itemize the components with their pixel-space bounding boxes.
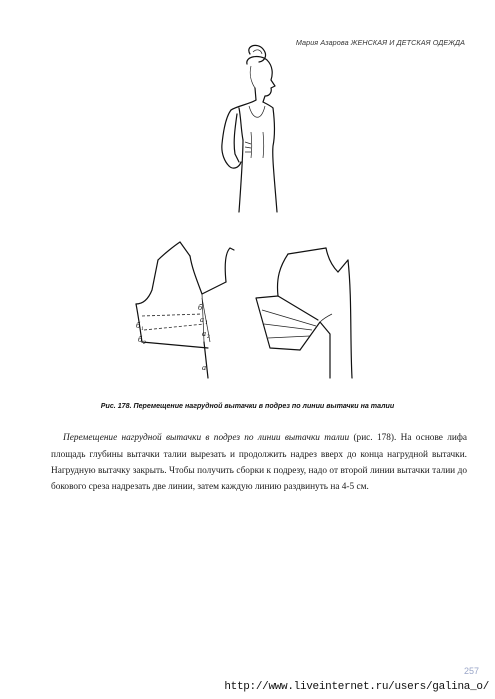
body-paragraph	[51, 430, 467, 495]
running-header: Мария Азарова ЖЕНСКАЯ И ДЕТСКАЯ ОДЕЖДА	[295, 38, 465, 47]
svg-text:2: 2	[143, 340, 146, 346]
label-b1: б	[136, 321, 141, 330]
svg-text:2: 2	[207, 334, 210, 340]
svg-text:1: 1	[141, 326, 144, 332]
paragraph-lead: Перемещение нагрудной вытачки в подрез по линии вытачки талии	[63, 433, 350, 444]
label-b2: б	[138, 335, 143, 344]
dress-figure-illustration	[205, 44, 295, 214]
svg-text:1: 1	[205, 320, 208, 326]
label-a2: а	[202, 329, 206, 338]
label-b: б	[198, 303, 203, 312]
figure-caption: Рис. 178. Перемещение нагрудной вытачки в подрез по линии вытачки на талии	[100, 402, 395, 410]
page-number: 257	[463, 666, 479, 676]
bodice-pattern-diagrams	[130, 238, 370, 388]
paragraph-rest: (рис. 178). На основе лифа площадь глубины вытачки талии вырезать и продолжить надрез вверх до конца нагрудной вытачки. Нагрудную вытачку закрыть. Чтобы получить сборки к подрезу, надо от второй линии вытачки талии до бокового среза надрезать две линии, затем каждую линию раздвинуть на 4-5 см.	[51, 433, 467, 492]
source-url-watermark: http://www.liveinternet.ru/users/galina_o/	[224, 681, 489, 693]
label-a1: а	[200, 315, 204, 324]
label-a: а	[202, 363, 206, 372]
